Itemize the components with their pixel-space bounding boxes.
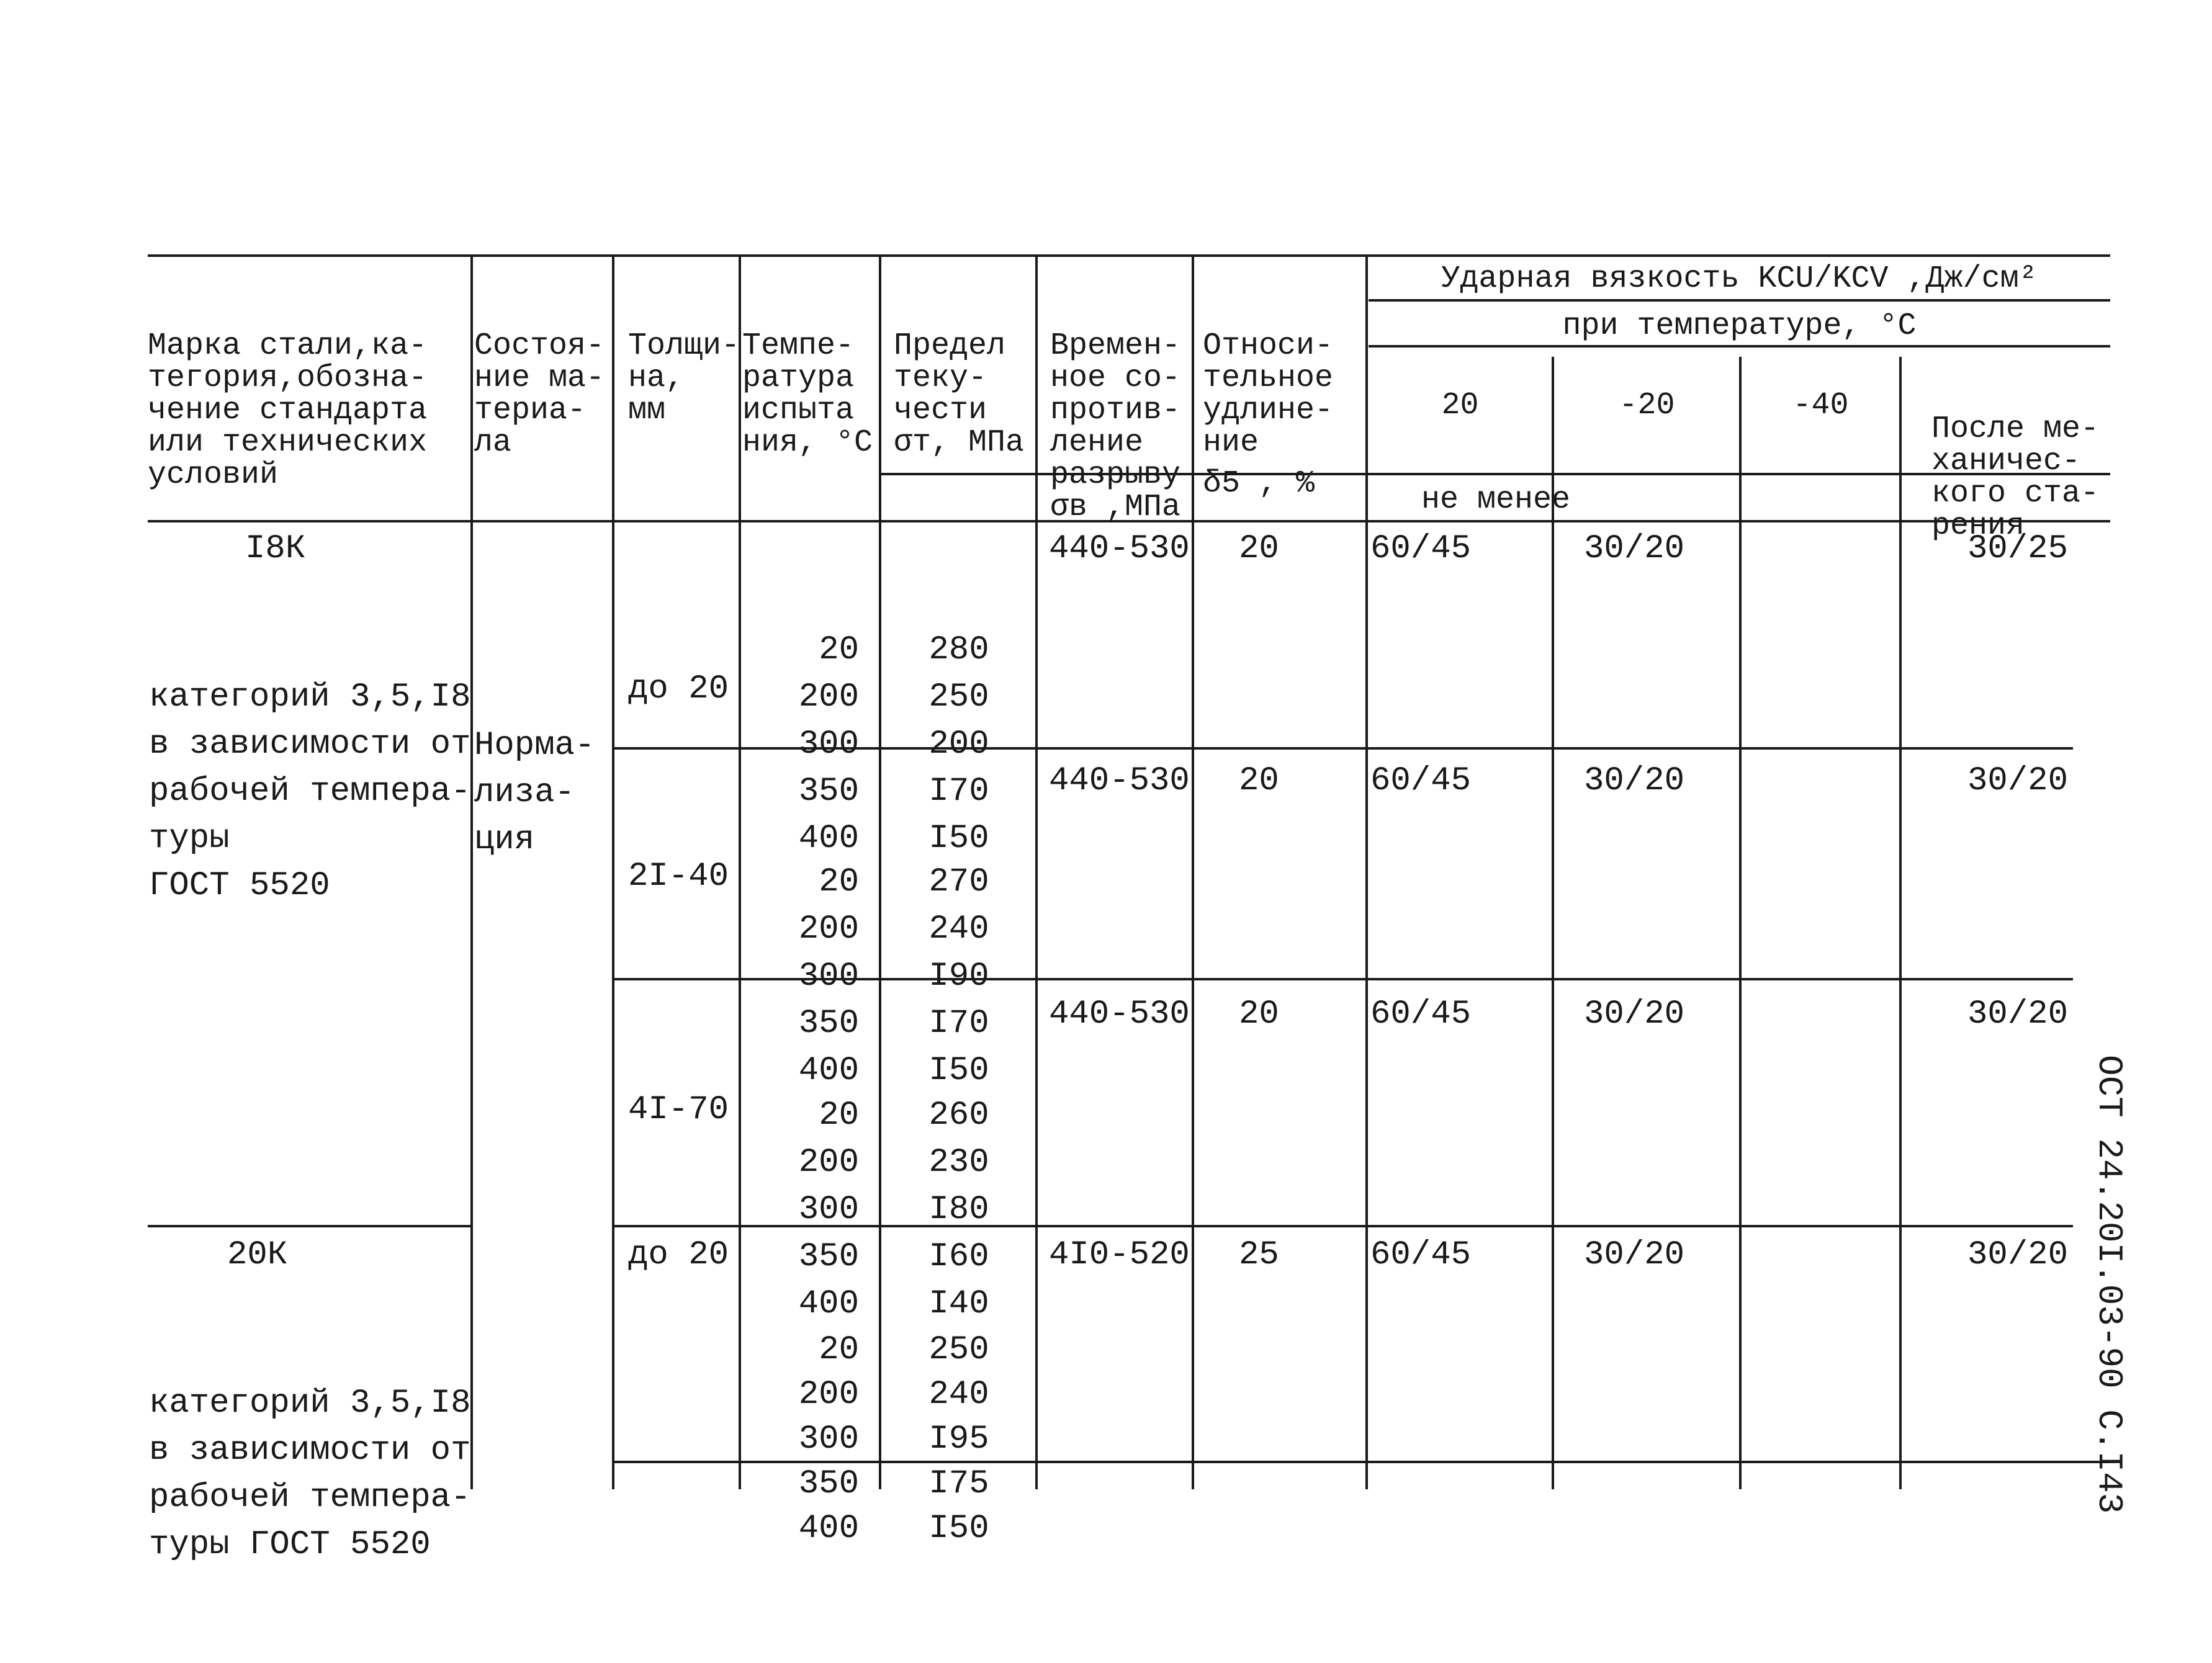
col-line-2 <box>612 254 614 1489</box>
header-min-note: не менее <box>1421 482 1571 518</box>
rule-impact-sub <box>1369 345 2110 347</box>
impact-20-cell: 60/45 <box>1370 530 1472 568</box>
header-test-temp: Темпе- ратура испыта ния, °С <box>742 328 873 460</box>
col-line-5 <box>1035 254 1038 1489</box>
grade-18k-desc: категорий 3,5,I8 в зависимости от рабочей темпера- туры ГОСТ 5520 <box>149 678 471 905</box>
thickness-cell: до 20 <box>628 670 729 708</box>
impact-minus20-cell: 30/20 <box>1584 1236 1685 1274</box>
header-grade: Марка стали,ка- тегория,обозна- чение стандарта или технических условий <box>148 328 428 493</box>
yield-column: 280 250 200 I70 I50 <box>928 631 989 858</box>
ageing-cell: 30/20 <box>1967 762 2068 800</box>
ageing-cell: 30/20 <box>1967 1236 2068 1274</box>
impact-20-cell: 60/45 <box>1370 762 1472 800</box>
header-ageing: После ме- ханичес- кого ста- рения <box>1931 411 2100 544</box>
header-thickness: Толщи- на, мм <box>628 328 740 428</box>
yield-column: 260 230 I80 I60 I40 <box>928 1096 989 1323</box>
grade-20k: 20К <box>227 1236 288 1274</box>
col-line-7 <box>1365 254 1368 1489</box>
tensile-cell: 440-530 <box>1049 530 1190 568</box>
thickness-cell: 4I-70 <box>628 1091 729 1129</box>
col-line-1 <box>470 254 473 1489</box>
test-temp-column: 20 200 300 350 400 <box>798 1331 859 1548</box>
yield-column: 270 240 I90 I70 I50 <box>928 863 989 1090</box>
header-impact-20: 20 <box>1441 388 1479 423</box>
impact-minus20-cell: 30/20 <box>1584 762 1685 800</box>
ageing-cell: 30/20 <box>1967 995 2068 1033</box>
condition-normalization: Норма- лиза- ция <box>474 727 595 859</box>
tensile-cell: 4I0-520 <box>1049 1236 1190 1274</box>
elongation-cell: 20 <box>1239 530 1279 568</box>
thickness-cell: 2I-40 <box>628 858 729 895</box>
tensile-cell: 440-530 <box>1049 762 1190 800</box>
col-line-4 <box>879 254 881 1489</box>
header-impact-title: Ударная вязкость KCU/KCV ,Дж/см² <box>1441 261 2038 297</box>
elongation-cell: 20 <box>1239 762 1279 800</box>
col-line-8 <box>1552 357 1554 1489</box>
tensile-cell: 440-530 <box>1049 995 1190 1033</box>
impact-minus20-cell: 30/20 <box>1584 530 1685 568</box>
yield-column: 250 240 I95 I75 I50 <box>928 1331 989 1548</box>
elongation-cell: 20 <box>1239 995 1279 1033</box>
test-temp-column: 20 200 300 350 400 <box>798 631 859 858</box>
header-tensile: Времен- ное со- против- ление разрыву σв ,МПа <box>1050 328 1181 525</box>
col-line-9 <box>1739 357 1742 1489</box>
grade-18k: I8К <box>245 530 306 568</box>
header-impact-subtitle: при температуре, °С <box>1562 308 1917 344</box>
test-temp-column: 20 200 300 350 400 <box>798 863 859 1090</box>
test-temp-column: 20 200 300 350 400 <box>798 1096 859 1323</box>
impact-20-cell: 60/45 <box>1370 1236 1472 1274</box>
header-yield: Предел теку- чести σт, МПа <box>894 328 1025 460</box>
header-impact-minus40: -40 <box>1792 388 1849 423</box>
header-condition: Состоя- ние ма- териа- ла <box>474 328 605 460</box>
grade-20k-desc: категорий 3,5,I8 в зависимости от рабочей темпера- туры ГОСТ 5520 <box>149 1384 471 1564</box>
document-code-label: ОСТ 24.20I.03-90 С.I43 <box>2089 1055 2129 1514</box>
rule-group-2 <box>148 1225 470 1227</box>
rule-impact-title <box>1369 299 2110 302</box>
col-line-10 <box>1899 357 1902 1489</box>
header-elongation: Относи- тельное удлине- ние δ5 , % <box>1203 328 1334 501</box>
impact-minus20-cell: 30/20 <box>1584 995 1685 1033</box>
elongation-cell: 25 <box>1239 1236 1279 1274</box>
impact-20-cell: 60/45 <box>1370 995 1472 1033</box>
ageing-cell: 30/25 <box>1967 530 2068 568</box>
col-line-6 <box>1192 254 1194 1489</box>
rule-top <box>148 254 2110 257</box>
header-impact-minus20: -20 <box>1619 388 1675 423</box>
thickness-cell: до 20 <box>628 1236 729 1274</box>
